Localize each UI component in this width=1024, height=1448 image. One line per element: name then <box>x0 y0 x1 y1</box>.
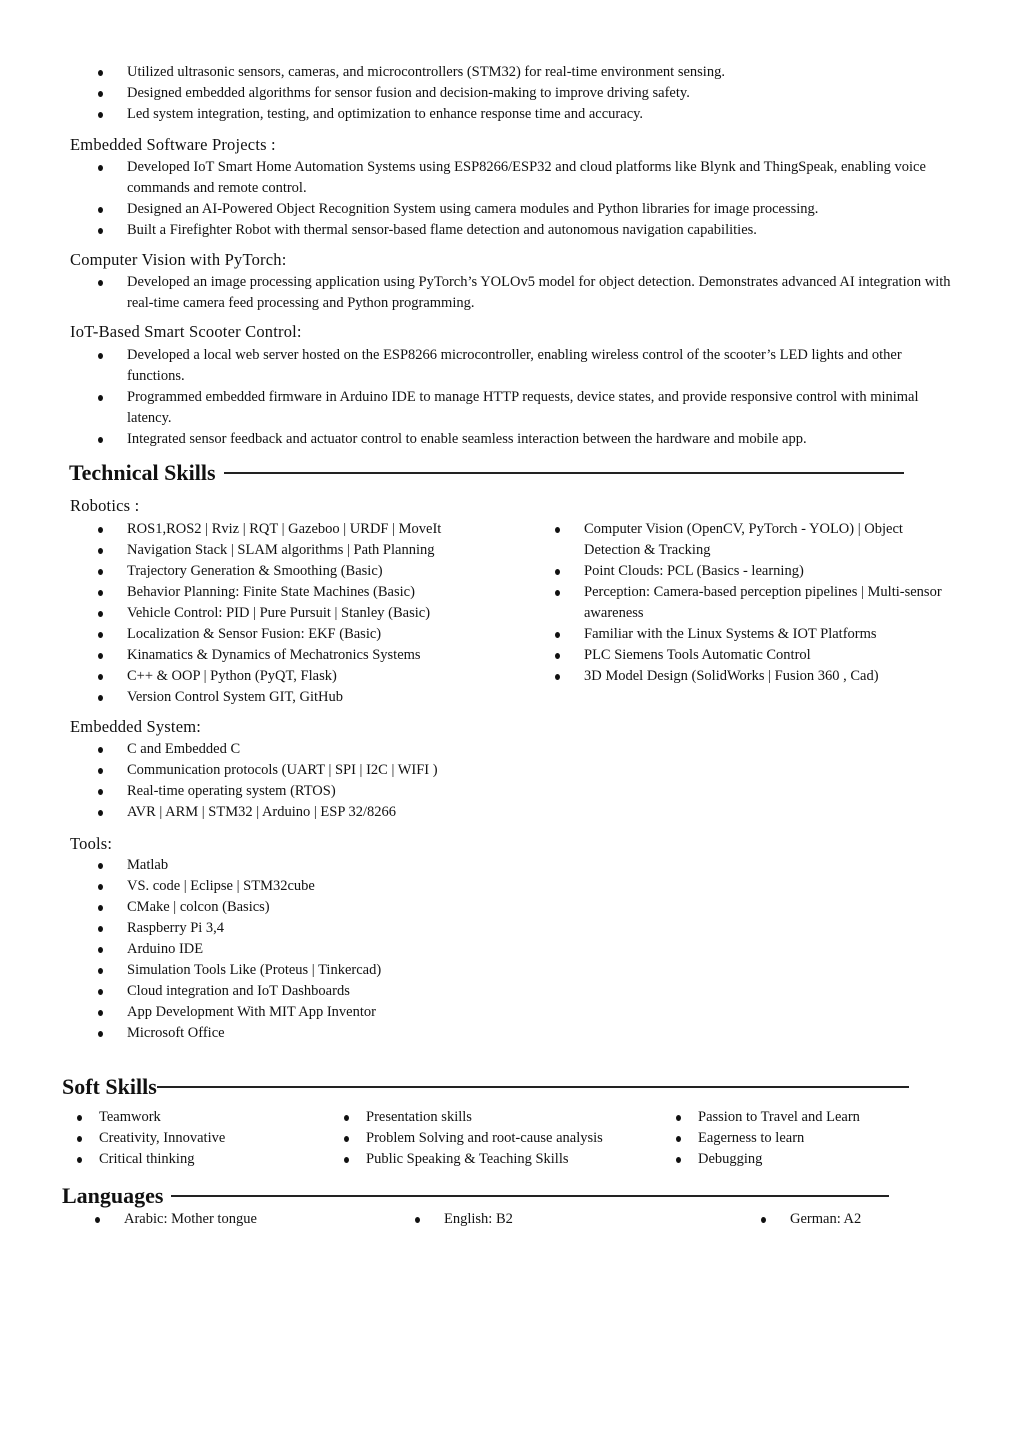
bullet-list <box>99 62 979 125</box>
list-item: Navigation Stack | SLAM algorithms | Path Planning <box>99 540 539 561</box>
list-item: Eagerness to learn <box>677 1128 977 1149</box>
list-item: Point Clouds: PCL (Basics - learning) <box>556 561 956 582</box>
list-item: AVR | ARM | STM32 | Arduino | ESP 32/8266 <box>99 802 599 823</box>
project-title: Computer Vision with PyTorch: <box>70 250 287 269</box>
list-item: Real-time operating system (RTOS) <box>99 781 599 802</box>
list-item: Designed an AI-Powered Object Recognition System using camera modules and Python libraries for image processing. <box>99 199 959 220</box>
list-item: VS. code | Eclipse | STM32cube <box>99 876 599 897</box>
list-item: Arduino IDE <box>99 939 599 960</box>
bullet-list <box>345 1107 665 1170</box>
soft-skills-col <box>78 1107 328 1170</box>
bullet-list <box>99 855 599 1044</box>
list-item: Communication protocols (UART | SPI | I2C | WIFI ) <box>99 760 599 781</box>
bullet-list <box>99 157 959 241</box>
list-item: Matlab <box>99 855 599 876</box>
list-item: Vehicle Control: PID | Pure Pursuit | Stanley (Basic) <box>99 603 539 624</box>
list-item: Built a Firefighter Robot with thermal sensor-based flame detection and autonomous navigation capabilities. <box>99 220 959 241</box>
list-item: Raspberry Pi 3,4 <box>99 918 599 939</box>
list-item: PLC Siemens Tools Automatic Control <box>556 645 956 666</box>
section-divider <box>171 1195 889 1197</box>
list-item: Simulation Tools Like (Proteus | Tinkercad) <box>99 960 599 981</box>
list-item: Behavior Planning: Finite State Machines (Basic) <box>99 582 539 603</box>
bullet-list <box>99 519 539 708</box>
list-item: Critical thinking <box>78 1149 328 1170</box>
project-list <box>99 272 969 314</box>
list-item: Perception: Camera-based perception pipelines | Multi-sensor awareness <box>556 582 956 624</box>
embedded-list <box>99 739 599 823</box>
language-item: Arabic: Mother tongue <box>96 1209 257 1230</box>
robotics-left-list <box>99 519 539 708</box>
list-item: 3D Model Design (SolidWorks | Fusion 360 , Cad) <box>556 666 956 687</box>
list-item: Localization & Sensor Fusion: EKF (Basic) <box>99 624 539 645</box>
list-item: Creativity, Innovative <box>78 1128 328 1149</box>
list-item: Utilized ultrasonic sensors, cameras, and microcontrollers (STM32) for real-time environment sensing. <box>99 62 979 83</box>
list-item: Developed an image processing application using PyTorch’s YOLOv5 model for object detection. Demonstrates advanced AI integration with real-time camera feed processing and Python programming. <box>99 272 969 314</box>
languages-heading <box>62 1183 889 1209</box>
bullet-list <box>99 272 969 314</box>
embedded-title: Embedded System: <box>70 717 202 736</box>
list-item: ROS1,ROS2 | Rviz | RQT | Gazeboo | URDF | MoveIt <box>99 519 539 540</box>
list-item: Presentation skills <box>345 1107 665 1128</box>
bullet-list <box>99 345 939 450</box>
language-item: English: B2 <box>416 1209 513 1230</box>
tools-list <box>99 855 599 1044</box>
tools-title: Tools: <box>70 834 113 853</box>
robotics-title: Robotics : <box>70 496 140 515</box>
list-item: Computer Vision (OpenCV, PyTorch - YOLO) | Object Detection & Tracking <box>556 519 956 561</box>
list-item: Designed embedded algorithms for sensor fusion and decision-making to improve driving safety. <box>99 83 979 104</box>
list-item: Debugging <box>677 1149 977 1170</box>
soft-skills-col <box>677 1107 977 1170</box>
language-item: German: A2 <box>762 1209 861 1230</box>
list-item: Led system integration, testing, and optimization to enhance response time and accuracy. <box>99 104 979 125</box>
project-list <box>99 157 959 241</box>
list-item: Developed a local web server hosted on the ESP8266 microcontroller, enabling wireless control of the scooter’s LED lights and other functions. <box>99 345 939 387</box>
list-item: Passion to Travel and Learn <box>677 1107 977 1128</box>
project-title: Embedded Software Projects : <box>70 135 276 154</box>
list-item: Teamwork <box>78 1107 328 1128</box>
list-item: Trajectory Generation & Smoothing (Basic) <box>99 561 539 582</box>
project-title: IoT-Based Smart Scooter Control: <box>70 322 302 341</box>
list-item: C and Embedded C <box>99 739 599 760</box>
section-divider <box>157 1086 909 1088</box>
list-item: Integrated sensor feedback and actuator control to enable seamless interaction between the hardware and mobile app. <box>99 429 939 450</box>
section-title: Soft Skills <box>62 1074 157 1099</box>
soft-skills-col <box>345 1107 665 1170</box>
technical-skills-heading <box>69 460 904 486</box>
list-item: C++ & OOP | Python (PyQT, Flask) <box>99 666 539 687</box>
list-item: Kinamatics & Dynamics of Mechatronics Systems <box>99 645 539 666</box>
list-item: Developed IoT Smart Home Automation Systems using ESP8266/ESP32 and cloud platforms like Blynk and ThingSpeak, enabling voice commands and remote control. <box>99 157 959 199</box>
list-item: Public Speaking & Teaching Skills <box>345 1149 665 1170</box>
list-item: Version Control System GIT, GitHub <box>99 687 539 708</box>
soft-skills-heading <box>62 1074 909 1100</box>
bullet-list <box>556 519 956 687</box>
section-title: Languages <box>62 1183 164 1208</box>
intro-list <box>99 62 979 125</box>
bullet-list <box>78 1107 328 1170</box>
robotics-right-list <box>556 519 956 687</box>
list-item: Cloud integration and IoT Dashboards <box>99 981 599 1002</box>
list-item: Programmed embedded firmware in Arduino IDE to manage HTTP requests, device states, and provide responsive control with minimal latency. <box>99 387 939 429</box>
list-item: Microsoft Office <box>99 1023 599 1044</box>
list-item: Familiar with the Linux Systems & IOT Platforms <box>556 624 956 645</box>
list-item: App Development With MIT App Inventor <box>99 1002 599 1023</box>
bullet-list <box>99 739 599 823</box>
section-title: Technical Skills <box>69 460 216 485</box>
list-item: CMake | colcon (Basics) <box>99 897 599 918</box>
bullet-list <box>677 1107 977 1170</box>
section-divider <box>224 472 904 474</box>
list-item: Problem Solving and root-cause analysis <box>345 1128 665 1149</box>
project-list <box>99 345 939 450</box>
